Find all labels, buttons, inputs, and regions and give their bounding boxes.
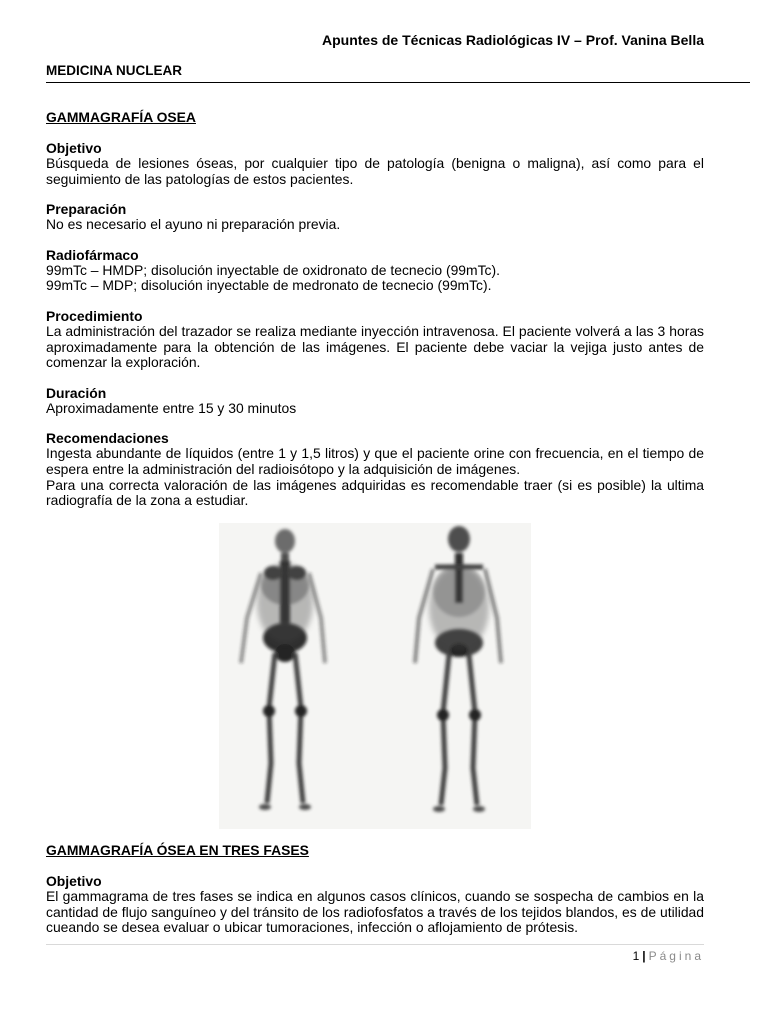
objective-label: Objetivo: [46, 140, 102, 156]
bone-scan-section: [46, 109, 704, 509]
duration-text: Aproximadamente entre 15 y 30 minutos: [46, 399, 297, 416]
recommendations-paragraph: Ingesta abundante de líquidos (entre 1 y 1,5 litros) y que el paciente orine con frecuencia, en el tiempo de espera entre la administración del radioisótopo y la adquisición de imágenes.: [46, 445, 704, 477]
bone-scan-title: GAMMAGRAFÍA OSEA: [46, 109, 196, 125]
radiopharmaceutical-line: 99mTc – HMDP; disolución inyectable de oxidronato de tecnecio (99mTc).: [46, 261, 500, 278]
objective-text: El gammagrama de tres fases se indica en algunos casos clínicos, cuando se sospecha de cambios en la cantidad de flujo sanguíneo y del tránsito de los radiofosfatos a través de los tejidos blandos, es de utilidad cueando se desea evaluar o ubicar tumoraciones, infección o aflojamiento de prótesis.: [46, 888, 704, 936]
preparation-label: Preparación: [46, 201, 127, 218]
three-phase-title: GAMMAGRAFÍA ÓSEA EN TRES FASES: [46, 842, 309, 858]
radiopharmaceutical-label: Radiofármaco: [46, 246, 139, 263]
page-label: Página: [648, 949, 704, 963]
radiopharmaceutical-line: 99mTc – MDP; disolución inyectable de medronato de tecnecio (99mTc).: [46, 277, 492, 294]
procedure-text: La administración del trazador se realiza mediante inyección intravenosa. El paciente volverá a las 3 horas aproximadamente para la obtención de las imágenes. El paciente debe vaciar la vejiga justo antes de comenzar la exploración.: [46, 322, 704, 371]
duration-label: Duración: [46, 384, 107, 401]
procedure-label: Procedimiento: [46, 307, 143, 324]
objective-label: Objetivo: [46, 873, 102, 889]
bone-scintigraphy-image: [219, 523, 531, 829]
three-phase-section: [46, 842, 704, 936]
running-header: Apuntes de Técnicas Radiológicas IV – Prof. Vanina Bella: [321, 32, 704, 48]
page-number: 1: [632, 949, 640, 963]
page-footer: [46, 944, 704, 963]
recommendations-paragraph: Para una correcta valoración de las imágenes adquiridas es recomendable traer (si es posible) la ultima radiografía de la zona a estudiar.: [46, 476, 704, 509]
preparation-text: No es necesario el ayuno ni preparación previa.: [46, 216, 341, 233]
objective-text: Búsqueda de lesiones óseas, por cualquier tipo de patología (benigna o maligna), así como para el seguimiento de las patologías de estos pacientes.: [46, 155, 704, 187]
footer-separator: |: [642, 949, 646, 963]
recommendations-label: Recomendaciones: [46, 430, 169, 447]
section-heading: MEDICINA NUCLEAR: [46, 62, 750, 83]
